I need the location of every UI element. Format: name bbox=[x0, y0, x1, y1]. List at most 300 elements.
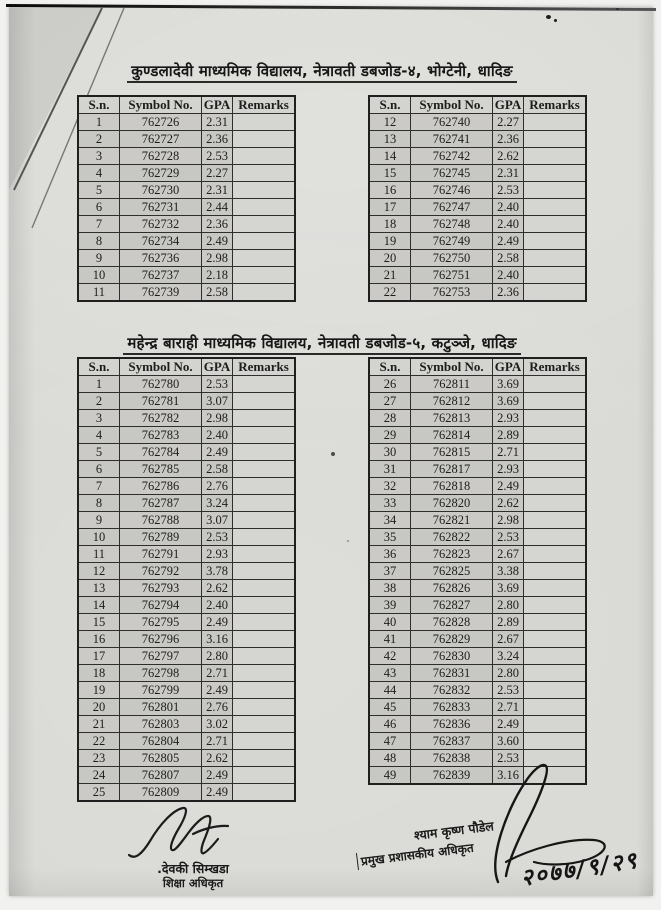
sn-cell: 40 bbox=[369, 614, 411, 631]
gpa-cell: 2.71 bbox=[493, 444, 524, 461]
gpa-cell: 2.93 bbox=[493, 410, 524, 427]
results-table-school1-left bbox=[77, 95, 296, 302]
column-header: Symbol No. bbox=[120, 358, 202, 376]
table-row bbox=[369, 495, 586, 512]
sn-cell: 17 bbox=[78, 648, 120, 665]
symbol-cell: 762826 bbox=[411, 580, 493, 597]
remarks-cell bbox=[233, 767, 296, 784]
remarks-cell bbox=[233, 165, 296, 182]
gpa-cell: 2.40 bbox=[493, 267, 524, 284]
remarks-cell bbox=[233, 529, 296, 546]
table-row bbox=[78, 495, 295, 512]
remarks-cell bbox=[524, 512, 587, 529]
remarks-cell bbox=[524, 716, 587, 733]
sn-cell: 8 bbox=[78, 495, 120, 512]
gpa-cell: 2.44 bbox=[202, 199, 233, 216]
sn-cell: 10 bbox=[78, 529, 120, 546]
sn-cell: 4 bbox=[78, 165, 120, 182]
table-row bbox=[78, 182, 295, 199]
table-row bbox=[78, 750, 295, 767]
gpa-cell: 2.49 bbox=[202, 444, 233, 461]
symbol-cell: 762783 bbox=[120, 427, 202, 444]
remarks-cell bbox=[524, 529, 587, 546]
symbol-cell: 762789 bbox=[120, 529, 202, 546]
gpa-cell: 2.80 bbox=[202, 648, 233, 665]
table-row bbox=[78, 410, 295, 427]
remarks-cell bbox=[524, 216, 587, 233]
gpa-cell: 2.27 bbox=[493, 114, 524, 131]
symbol-cell: 762786 bbox=[120, 478, 202, 495]
symbol-cell: 762748 bbox=[411, 216, 493, 233]
sn-cell: 22 bbox=[78, 733, 120, 750]
gpa-cell: 2.62 bbox=[493, 148, 524, 165]
column-header: Remarks bbox=[233, 358, 296, 376]
table-row bbox=[78, 716, 295, 733]
gpa-cell: 2.58 bbox=[493, 250, 524, 267]
remarks-cell bbox=[233, 461, 296, 478]
sn-cell: 30 bbox=[369, 444, 411, 461]
symbol-cell: 762795 bbox=[120, 614, 202, 631]
signatory-title-left: शिक्षा अधिकृत bbox=[162, 876, 224, 890]
remarks-cell bbox=[524, 495, 587, 512]
table-row bbox=[78, 546, 295, 563]
column-header: Remarks bbox=[233, 96, 296, 114]
symbol-cell: 762788 bbox=[120, 512, 202, 529]
column-header: S.n. bbox=[369, 96, 411, 114]
school-title-1: कुण्डलादेवी माध्यमिक विद्यालय, नेत्रावती डबजोड-४, भोग्टेनी, धादिङ bbox=[0, 61, 644, 81]
remarks-cell bbox=[233, 216, 296, 233]
sn-cell: 46 bbox=[369, 716, 411, 733]
remarks-cell bbox=[524, 580, 587, 597]
symbol-cell: 762811 bbox=[411, 376, 493, 393]
gpa-cell: 2.67 bbox=[493, 546, 524, 563]
sn-cell: 22 bbox=[369, 284, 411, 302]
results-table-school2-right bbox=[368, 357, 587, 785]
gpa-cell: 2.71 bbox=[202, 665, 233, 682]
table-row bbox=[369, 148, 586, 165]
symbol-cell: 762739 bbox=[120, 284, 202, 302]
sn-cell: 5 bbox=[78, 182, 120, 199]
remarks-cell bbox=[524, 461, 587, 478]
symbol-cell: 762791 bbox=[120, 546, 202, 563]
sn-cell: 45 bbox=[369, 699, 411, 716]
sn-cell: 24 bbox=[78, 767, 120, 784]
column-header: S.n. bbox=[369, 358, 411, 376]
gpa-cell: 2.49 bbox=[493, 716, 524, 733]
gpa-cell: 2.18 bbox=[202, 267, 233, 284]
remarks-cell bbox=[233, 444, 296, 461]
symbol-cell: 762833 bbox=[411, 699, 493, 716]
sn-cell: 14 bbox=[369, 148, 411, 165]
symbol-cell: 762805 bbox=[120, 750, 202, 767]
table-row bbox=[369, 699, 586, 716]
symbol-cell: 762732 bbox=[120, 216, 202, 233]
table-row bbox=[78, 580, 295, 597]
gpa-cell: 2.40 bbox=[202, 427, 233, 444]
remarks-cell bbox=[524, 182, 587, 199]
sn-cell: 31 bbox=[369, 461, 411, 478]
symbol-cell: 762839 bbox=[411, 767, 493, 785]
sn-cell: 37 bbox=[369, 563, 411, 580]
gpa-cell: 3.02 bbox=[202, 716, 233, 733]
sn-cell: 10 bbox=[78, 267, 120, 284]
table-row bbox=[369, 267, 586, 284]
symbol-cell: 762734 bbox=[120, 233, 202, 250]
sn-cell: 4 bbox=[78, 427, 120, 444]
sn-cell: 13 bbox=[78, 580, 120, 597]
remarks-cell bbox=[524, 648, 587, 665]
remarks-cell bbox=[233, 631, 296, 648]
signatory-name-left: .देवकी सिम्खडा bbox=[157, 861, 229, 876]
gpa-cell: 2.53 bbox=[202, 529, 233, 546]
symbol-cell: 762753 bbox=[411, 284, 493, 302]
table-row bbox=[78, 444, 295, 461]
gpa-cell: 2.49 bbox=[202, 233, 233, 250]
gpa-cell: 2.58 bbox=[202, 461, 233, 478]
sn-cell: 12 bbox=[369, 114, 411, 131]
sn-cell: 27 bbox=[369, 393, 411, 410]
sn-cell: 44 bbox=[369, 682, 411, 699]
gpa-cell: 2.71 bbox=[202, 733, 233, 750]
signatory-title-right: प्रमुख प्रशासकीय अधिकृत bbox=[356, 829, 557, 870]
symbol-cell: 762746 bbox=[411, 182, 493, 199]
symbol-cell: 762823 bbox=[411, 546, 493, 563]
sn-cell: 9 bbox=[78, 250, 120, 267]
gpa-cell: 2.62 bbox=[202, 580, 233, 597]
sn-cell: 26 bbox=[369, 376, 411, 393]
table-row bbox=[78, 267, 295, 284]
gpa-cell: 3.38 bbox=[493, 563, 524, 580]
table-row bbox=[78, 597, 295, 614]
symbol-cell: 762829 bbox=[411, 631, 493, 648]
gpa-cell: 2.53 bbox=[493, 182, 524, 199]
sn-cell: 32 bbox=[369, 478, 411, 495]
symbol-cell: 762747 bbox=[411, 199, 493, 216]
symbol-cell: 762741 bbox=[411, 131, 493, 148]
gpa-cell: 2.40 bbox=[493, 199, 524, 216]
table-row bbox=[369, 563, 586, 580]
column-header: GPA bbox=[493, 96, 524, 114]
column-header: GPA bbox=[202, 96, 233, 114]
gpa-cell: 3.16 bbox=[202, 631, 233, 648]
symbol-cell: 762798 bbox=[120, 665, 202, 682]
gpa-cell: 2.71 bbox=[493, 699, 524, 716]
table-row bbox=[78, 784, 295, 802]
symbol-cell: 762787 bbox=[120, 495, 202, 512]
sn-cell: 6 bbox=[78, 461, 120, 478]
sn-cell: 1 bbox=[78, 114, 120, 131]
table-row bbox=[78, 614, 295, 631]
gpa-cell: 3.24 bbox=[202, 495, 233, 512]
gpa-cell: 2.53 bbox=[202, 148, 233, 165]
table-row bbox=[369, 444, 586, 461]
sn-cell: 5 bbox=[78, 444, 120, 461]
symbol-cell: 762726 bbox=[120, 114, 202, 131]
sn-cell: 41 bbox=[369, 631, 411, 648]
column-header: Remarks bbox=[524, 96, 587, 114]
symbol-cell: 762737 bbox=[120, 267, 202, 284]
gpa-cell: 2.49 bbox=[493, 478, 524, 495]
results-table-school1-right bbox=[368, 95, 587, 302]
gpa-cell: 2.36 bbox=[202, 131, 233, 148]
symbol-cell: 762750 bbox=[411, 250, 493, 267]
sn-cell: 16 bbox=[369, 182, 411, 199]
remarks-cell bbox=[524, 699, 587, 716]
remarks-cell bbox=[524, 597, 587, 614]
gpa-cell: 2.98 bbox=[202, 250, 233, 267]
symbol-cell: 762731 bbox=[120, 199, 202, 216]
gpa-cell: 3.69 bbox=[493, 393, 524, 410]
gpa-cell: 2.93 bbox=[202, 546, 233, 563]
column-header: Remarks bbox=[524, 358, 587, 376]
remarks-cell bbox=[524, 165, 587, 182]
remarks-cell bbox=[524, 376, 587, 393]
sn-cell: 18 bbox=[369, 216, 411, 233]
remarks-cell bbox=[233, 478, 296, 495]
remarks-cell bbox=[233, 410, 296, 427]
table-row bbox=[369, 216, 586, 233]
remarks-cell bbox=[233, 427, 296, 444]
table-row bbox=[78, 699, 295, 716]
gpa-cell: 2.89 bbox=[493, 614, 524, 631]
symbol-cell: 762831 bbox=[411, 665, 493, 682]
remarks-cell bbox=[524, 267, 587, 284]
symbol-cell: 762813 bbox=[411, 410, 493, 427]
gpa-cell: 2.31 bbox=[202, 182, 233, 199]
remarks-cell bbox=[233, 284, 296, 302]
sn-cell: 39 bbox=[369, 597, 411, 614]
sn-cell: 33 bbox=[369, 495, 411, 512]
remarks-cell bbox=[524, 733, 587, 750]
symbol-cell: 762784 bbox=[120, 444, 202, 461]
symbol-cell: 762796 bbox=[120, 631, 202, 648]
gpa-cell: 2.53 bbox=[493, 682, 524, 699]
sn-cell: 16 bbox=[78, 631, 120, 648]
sn-cell: 18 bbox=[78, 665, 120, 682]
table-row bbox=[78, 284, 295, 302]
gpa-cell: 2.98 bbox=[202, 410, 233, 427]
sn-cell: 12 bbox=[78, 563, 120, 580]
table-row bbox=[369, 631, 586, 648]
remarks-cell bbox=[524, 410, 587, 427]
symbol-cell: 762820 bbox=[411, 495, 493, 512]
remarks-cell bbox=[233, 393, 296, 410]
table-row bbox=[369, 410, 586, 427]
sn-cell: 15 bbox=[369, 165, 411, 182]
table-row bbox=[369, 614, 586, 631]
symbol-cell: 762728 bbox=[120, 148, 202, 165]
table-row bbox=[369, 512, 586, 529]
table-row bbox=[78, 165, 295, 182]
gpa-cell: 2.58 bbox=[202, 284, 233, 302]
ink-speck bbox=[546, 15, 551, 19]
symbol-cell: 762794 bbox=[120, 597, 202, 614]
sn-cell: 35 bbox=[369, 529, 411, 546]
sn-cell: 28 bbox=[369, 410, 411, 427]
sn-cell: 38 bbox=[369, 580, 411, 597]
gpa-cell: 2.49 bbox=[202, 614, 233, 631]
table-row bbox=[369, 733, 586, 750]
remarks-cell bbox=[524, 284, 587, 302]
gpa-cell: 3.69 bbox=[493, 376, 524, 393]
column-header: Symbol No. bbox=[120, 96, 202, 114]
sn-cell: 29 bbox=[369, 427, 411, 444]
gpa-cell: 2.27 bbox=[202, 165, 233, 182]
sn-cell: 34 bbox=[369, 512, 411, 529]
table-row bbox=[369, 461, 586, 478]
remarks-cell bbox=[524, 614, 587, 631]
remarks-cell bbox=[233, 682, 296, 699]
remarks-cell bbox=[524, 233, 587, 250]
gpa-cell: 2.49 bbox=[493, 233, 524, 250]
remarks-cell bbox=[233, 699, 296, 716]
symbol-cell: 762825 bbox=[411, 563, 493, 580]
header-row bbox=[369, 358, 586, 376]
sn-cell: 49 bbox=[369, 767, 411, 785]
sn-cell: 42 bbox=[369, 648, 411, 665]
remarks-cell bbox=[233, 250, 296, 267]
sn-cell: 11 bbox=[78, 546, 120, 563]
table-row bbox=[78, 393, 295, 410]
remarks-cell bbox=[524, 546, 587, 563]
gpa-cell: 2.53 bbox=[493, 750, 524, 767]
remarks-cell bbox=[233, 376, 296, 393]
sn-cell: 20 bbox=[78, 699, 120, 716]
column-header: GPA bbox=[202, 358, 233, 376]
sn-cell: 19 bbox=[369, 233, 411, 250]
symbol-cell: 762832 bbox=[411, 682, 493, 699]
gpa-cell: 2.76 bbox=[202, 478, 233, 495]
sn-cell: 14 bbox=[78, 597, 120, 614]
symbol-cell: 762807 bbox=[120, 767, 202, 784]
sn-cell: 25 bbox=[78, 784, 120, 802]
gpa-cell: 2.49 bbox=[202, 784, 233, 802]
ink-speck bbox=[554, 19, 557, 22]
gpa-cell: 2.36 bbox=[493, 131, 524, 148]
symbol-cell: 762780 bbox=[120, 376, 202, 393]
gpa-cell: 2.62 bbox=[202, 750, 233, 767]
gpa-cell: 3.16 bbox=[493, 767, 524, 785]
remarks-cell bbox=[233, 580, 296, 597]
symbol-cell: 762799 bbox=[120, 682, 202, 699]
gpa-cell: 2.93 bbox=[493, 461, 524, 478]
symbol-cell: 762817 bbox=[411, 461, 493, 478]
sn-cell: 7 bbox=[78, 478, 120, 495]
remarks-cell bbox=[233, 495, 296, 512]
remarks-cell bbox=[524, 393, 587, 410]
sn-cell: 6 bbox=[78, 199, 120, 216]
header-row bbox=[369, 96, 586, 114]
remarks-cell bbox=[233, 563, 296, 580]
table-row bbox=[369, 199, 586, 216]
symbol-cell: 762822 bbox=[411, 529, 493, 546]
table-row bbox=[369, 284, 586, 302]
table-row bbox=[369, 478, 586, 495]
gpa-cell: 2.36 bbox=[493, 284, 524, 302]
sn-cell: 15 bbox=[78, 614, 120, 631]
sn-cell: 11 bbox=[78, 284, 120, 302]
symbol-cell: 762797 bbox=[120, 648, 202, 665]
sn-cell: 19 bbox=[78, 682, 120, 699]
gpa-cell: 2.62 bbox=[493, 495, 524, 512]
table-row bbox=[369, 682, 586, 699]
column-header: S.n. bbox=[78, 96, 120, 114]
gpa-cell: 3.07 bbox=[202, 393, 233, 410]
table-row bbox=[78, 233, 295, 250]
symbol-cell: 762792 bbox=[120, 563, 202, 580]
table-row bbox=[78, 427, 295, 444]
sn-cell: 3 bbox=[78, 410, 120, 427]
symbol-cell: 762736 bbox=[120, 250, 202, 267]
school-title-2: महेन्द्र बाराही माध्यमिक विद्यालय, नेत्रावती डबजोड-५, कटुञ्जे, धादिङ bbox=[0, 333, 644, 353]
table-row bbox=[78, 563, 295, 580]
signature-left-handwriting bbox=[125, 805, 255, 863]
remarks-cell bbox=[233, 182, 296, 199]
sn-cell: 2 bbox=[78, 131, 120, 148]
sn-cell: 17 bbox=[369, 199, 411, 216]
table-row bbox=[78, 631, 295, 648]
sn-cell: 3 bbox=[78, 148, 120, 165]
symbol-cell: 762801 bbox=[120, 699, 202, 716]
symbol-cell: 762809 bbox=[120, 784, 202, 802]
remarks-cell bbox=[524, 199, 587, 216]
table-row bbox=[78, 461, 295, 478]
remarks-cell bbox=[524, 682, 587, 699]
gpa-cell: 2.49 bbox=[202, 767, 233, 784]
symbol-cell: 762812 bbox=[411, 393, 493, 410]
remarks-cell bbox=[233, 665, 296, 682]
remarks-cell bbox=[524, 665, 587, 682]
sn-cell: 8 bbox=[78, 233, 120, 250]
table-row bbox=[78, 199, 295, 216]
ink-speck bbox=[331, 452, 335, 456]
table-row bbox=[78, 148, 295, 165]
remarks-cell bbox=[524, 563, 587, 580]
header-row bbox=[78, 358, 295, 376]
table-row bbox=[78, 529, 295, 546]
symbol-cell: 762749 bbox=[411, 233, 493, 250]
remarks-cell bbox=[233, 512, 296, 529]
gpa-cell: 2.53 bbox=[493, 529, 524, 546]
gpa-cell: 2.80 bbox=[493, 665, 524, 682]
remarks-cell bbox=[524, 131, 587, 148]
column-header: Symbol No. bbox=[411, 96, 493, 114]
sn-cell: 7 bbox=[78, 216, 120, 233]
sn-cell: 21 bbox=[369, 267, 411, 284]
symbol-cell: 762815 bbox=[411, 444, 493, 461]
gpa-cell: 3.60 bbox=[493, 733, 524, 750]
gpa-cell: 2.40 bbox=[493, 216, 524, 233]
table-row bbox=[369, 233, 586, 250]
column-header: Symbol No. bbox=[411, 358, 493, 376]
remarks-cell bbox=[524, 250, 587, 267]
table-row bbox=[369, 250, 586, 267]
table-row bbox=[369, 182, 586, 199]
remarks-cell bbox=[233, 199, 296, 216]
remarks-cell bbox=[233, 114, 296, 131]
symbol-cell: 762751 bbox=[411, 267, 493, 284]
symbol-cell: 762818 bbox=[411, 478, 493, 495]
table-row bbox=[369, 165, 586, 182]
remarks-cell bbox=[524, 631, 587, 648]
gpa-cell: 3.07 bbox=[202, 512, 233, 529]
gpa-cell: 2.31 bbox=[202, 114, 233, 131]
table-row bbox=[78, 114, 295, 131]
table-row bbox=[78, 648, 295, 665]
sn-cell: 9 bbox=[78, 512, 120, 529]
gpa-cell: 2.31 bbox=[493, 165, 524, 182]
handwritten-date: २०७७/९/२९ bbox=[518, 846, 641, 892]
